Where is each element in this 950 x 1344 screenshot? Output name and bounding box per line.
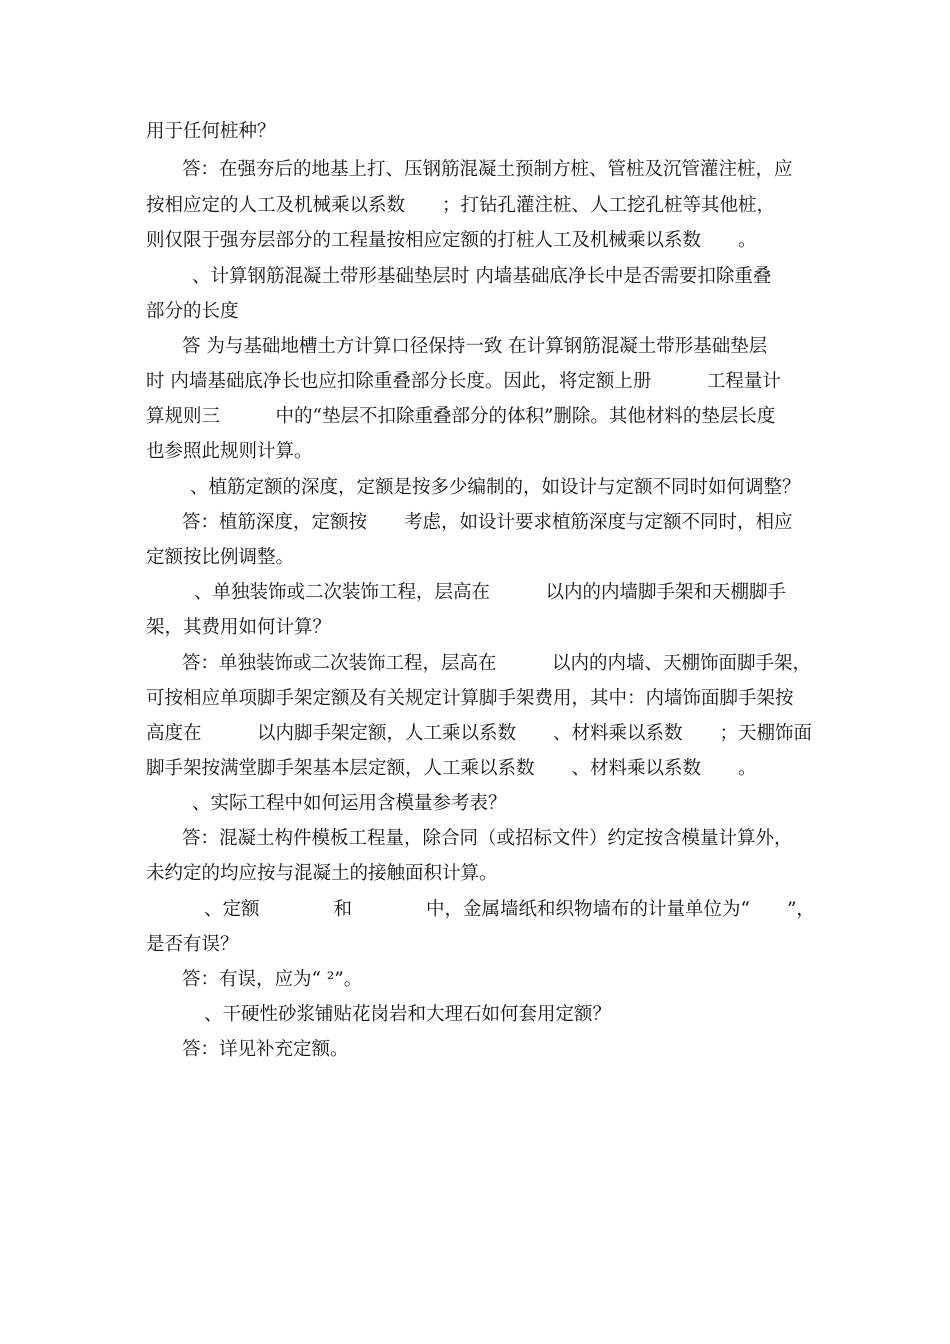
text-line: 高度在 以内脚手架定额，人工乘以系数 、材料乘以系数 ；天棚饰面 — [146, 723, 813, 744]
text-line: 时 内墙基础底净长也应扣除重叠部分长度。因此，将定额上册 工程量计 — [146, 371, 781, 392]
text-line: 也参照此规则计算。 — [146, 441, 313, 462]
text-line: 答：详见补充定额。 — [182, 1039, 349, 1060]
text-line: 、植筋定额的深度，定额是按多少编制的，如设计与定额不同时如何调整？ — [190, 477, 801, 498]
text-line: 答：在强夯后的地基上打、压钢筋混凝土预制方桩、管桩及沉管灌注桩，应 — [182, 159, 793, 180]
text-line: 算规则三 中的“垫层不扣除重叠部分的体积”删除。其他材料的垫层长度 — [146, 406, 776, 427]
text-line: 定额按比例调整。 — [146, 547, 295, 568]
text-line: 、计算钢筋混凝土带形基础垫层时 内墙基础底净长中是否需要扣除重叠 — [192, 266, 772, 287]
text-line: 可按相应单项脚手架定额及有关规定计算脚手架费用，其中：内墙饰面脚手架按 — [146, 688, 794, 709]
text-line: 答 为与基础地槽土方计算口径保持一致 在计算钢筋混凝土带形基础垫层 — [182, 336, 768, 357]
text-line: 未约定的均应按与混凝土的接触面积计算。 — [146, 863, 498, 884]
text-line: 、单独装饰或二次装饰工程，层高在 以内的内墙脚手架和天棚脚手 — [194, 582, 787, 603]
text-line: 脚手架按满堂脚手架基本层定额，人工乘以系数 、材料乘以系数 。 — [146, 758, 757, 779]
text-line: 架，其费用如何计算？ — [146, 617, 332, 638]
text-line: 答：有误，应为“ ²”。 — [182, 969, 363, 990]
text-line: 、定额 和 中，金属墙纸和织物墙布的计量单位为“ ”， — [204, 899, 815, 920]
text-line: 部分的长度 — [146, 301, 239, 322]
text-line: 答：单独装饰或二次装饰工程，层高在 以内的内墙、天棚饰面脚手架， — [182, 653, 812, 674]
text-line: 答：混凝土构件模板工程量，除合同（或招标文件）约定按含模量计算外， — [182, 828, 793, 849]
text-line: 答：植筋深度，定额按 考虑，如设计要求植筋深度与定额不同时，相应 — [182, 512, 793, 533]
text-line: 、实际工程中如何运用含模量参考表？ — [192, 793, 507, 814]
text-line: 按相应定的人工及机械乘以系数 ；打钻孔灌注桩、人工挖孔桩等其他桩， — [146, 195, 776, 216]
text-line: 是否有误？ — [146, 934, 239, 955]
text-line: 、干硬性砂浆铺贴花岗岩和大理石如何套用定额？ — [204, 1004, 612, 1025]
text-line: 用于任何桩种？ — [146, 121, 276, 142]
text-line: 则仅限于强夯层部分的工程量按相应定额的打桩人工及机械乘以系数 。 — [146, 230, 757, 251]
